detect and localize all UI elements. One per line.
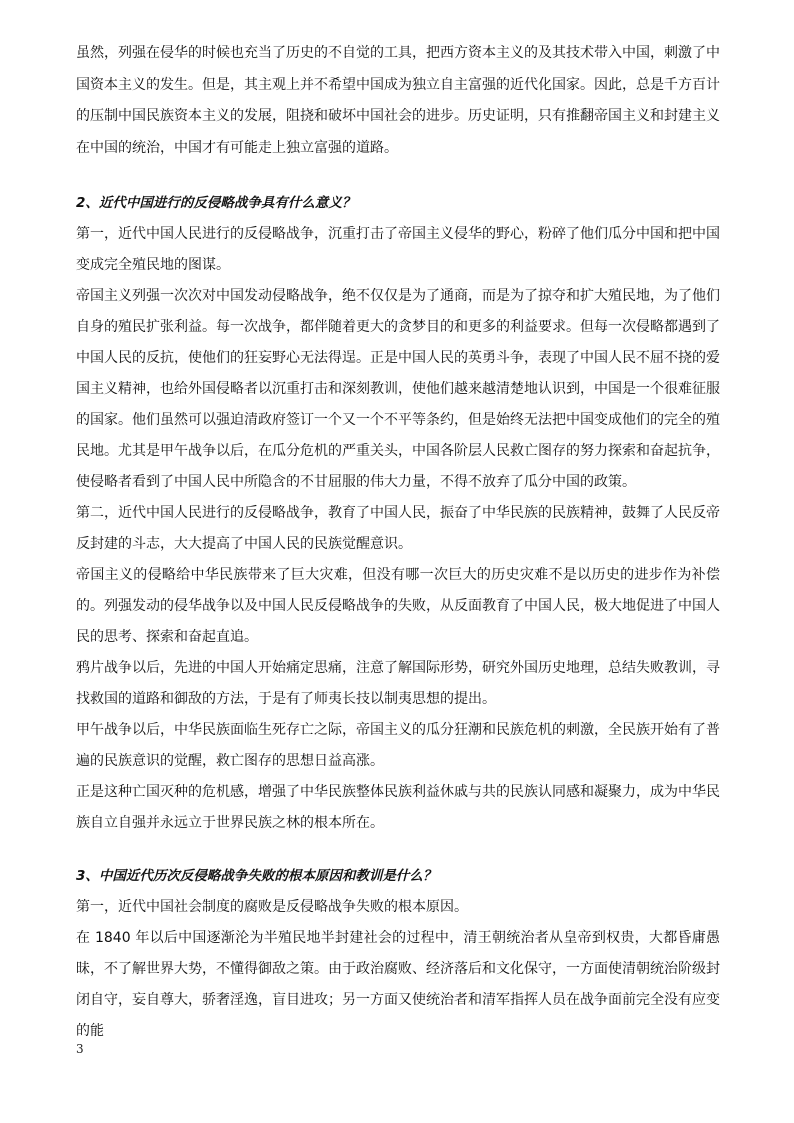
- section-3-paragraph-2: 在 1840 年以后中国逐渐沦为半殖民地半封建社会的过程中，清王朝统治者从皇帝到权贵，大都昏庸愚昧，不了解世界大势，不懂得御敌之策。由于政治腐败、经济落后和文化保守，一方面使清朝统治阶级封闭自守，妄自尊大，骄奢淫逸，盲目进攻；另一方面又使统治者和清军指挥人员在战争面前完全没有应变的能: [76, 930, 720, 1039]
- section-2-paragraph-5: 鸦片战争以后，先进的中国人开始痛定思痛，注意了解国际形势，研究外国历史地理，总结失败教训，寻找救国的道路和御敌的方法，于是有了师夷长技以制夷思想的提出。: [76, 660, 720, 707]
- page-content: [76, 38, 720, 1047]
- section-2-paragraph-2: 帝国主义列强一次次对中国发动侵略战争，绝不仅仅是为了通商，而是为了掠夺和扩大殖民地，为了他们自身的殖民扩张利益。每一次战争，都伴随着更大的贪梦目的和更多的利益要求。但每一次侵略都遇到了中国人民的反抗，使他们的狂妄野心无法得逞。正是中国人民的英勇斗争，表现了中国人民不屈不挠的爱国主义精神，也给外国侵略者以沉重打击和深刻教训，使他们越来越清楚地认识到，中国是一个很难征服的国家。他们虽然可以强迫清政府签订一个又一个不平等条约，但是始终无法把中国变成他们的完全的殖民地。尤其是甲午战争以后，在瓜分危机的严重关头，中国各阶层人民救亡图存的努力探索和奋起抗争，使侵略者看到了中国人民中所隐含的不甘屈服的伟大力量，不得不放弃了瓜分中国的政策。: [76, 288, 720, 490]
- section-3-heading: 3、中国近代历次反侵略战争失败的根本原因和教训是什么？: [76, 868, 437, 884]
- intro-paragraph: 虽然，列强在侵华的时候也充当了历史的不自觉的工具，把西方资本主义的及其技术带入中国，刺激了中国资本主义的发生。但是，其主观上并不希望中国成为独立自主富强的近代化国家。因此，总是千方百计的压制中国民族资本主义的发展，阻挠和破坏中国社会的进步。历史证明，只有推翻帝国主义和封建主义在中国的统治，中国才有可能走上独立富强的道路。: [76, 45, 720, 156]
- section-gap: [76, 839, 720, 861]
- page-number: 3: [76, 1042, 84, 1056]
- section-2-paragraph-1: 第一，近代中国人民进行的反侵略战争，沉重打击了帝国主义侵华的野心，粉碎了他们瓜分中国和把中国变成完全殖民地的图谋。: [76, 226, 720, 273]
- section-gap: [76, 164, 720, 188]
- section-2-paragraph-7: 正是这种亡国灭种的危机感，增强了中华民族整体民族利益休戚与共的民族认同感和凝聚力，成为中华民族自立自强并永远立于世界民族之林的根本所在。: [76, 784, 720, 831]
- section-2-heading: 2、近代中国进行的反侵略战争具有什么意义？: [76, 195, 356, 211]
- section-2-paragraph-6: 甲午战争以后，中华民族面临生死存亡之际，帝国主义的瓜分狂潮和民族危机的刺激，全民族开始有了普遍的民族意识的觉醒，救亡图存的思想日益高涨。: [76, 722, 720, 769]
- section-3-paragraph-1: 第一，近代中国社会制度的腐败是反侵略战争失败的根本原因。: [76, 899, 468, 915]
- section-2-paragraph-4: 帝国主义的侵略给中华民族带来了巨大灾难，但没有哪一次巨大的历史灾难不是以历史的进步作为补偿的。列强发动的侵华战争以及中国人民反侵略战争的失败，从反面教育了中国人民，极大地促进了中国人民的思考、探索和奋起直追。: [76, 567, 720, 645]
- section-2-paragraph-3: 第二，近代中国人民进行的反侵略战争，教育了中国人民，振奋了中华民族的民族精神，鼓舞了人民反帝反封建的斗志，大大提高了中国人民的民族觉醒意识。: [76, 505, 720, 552]
